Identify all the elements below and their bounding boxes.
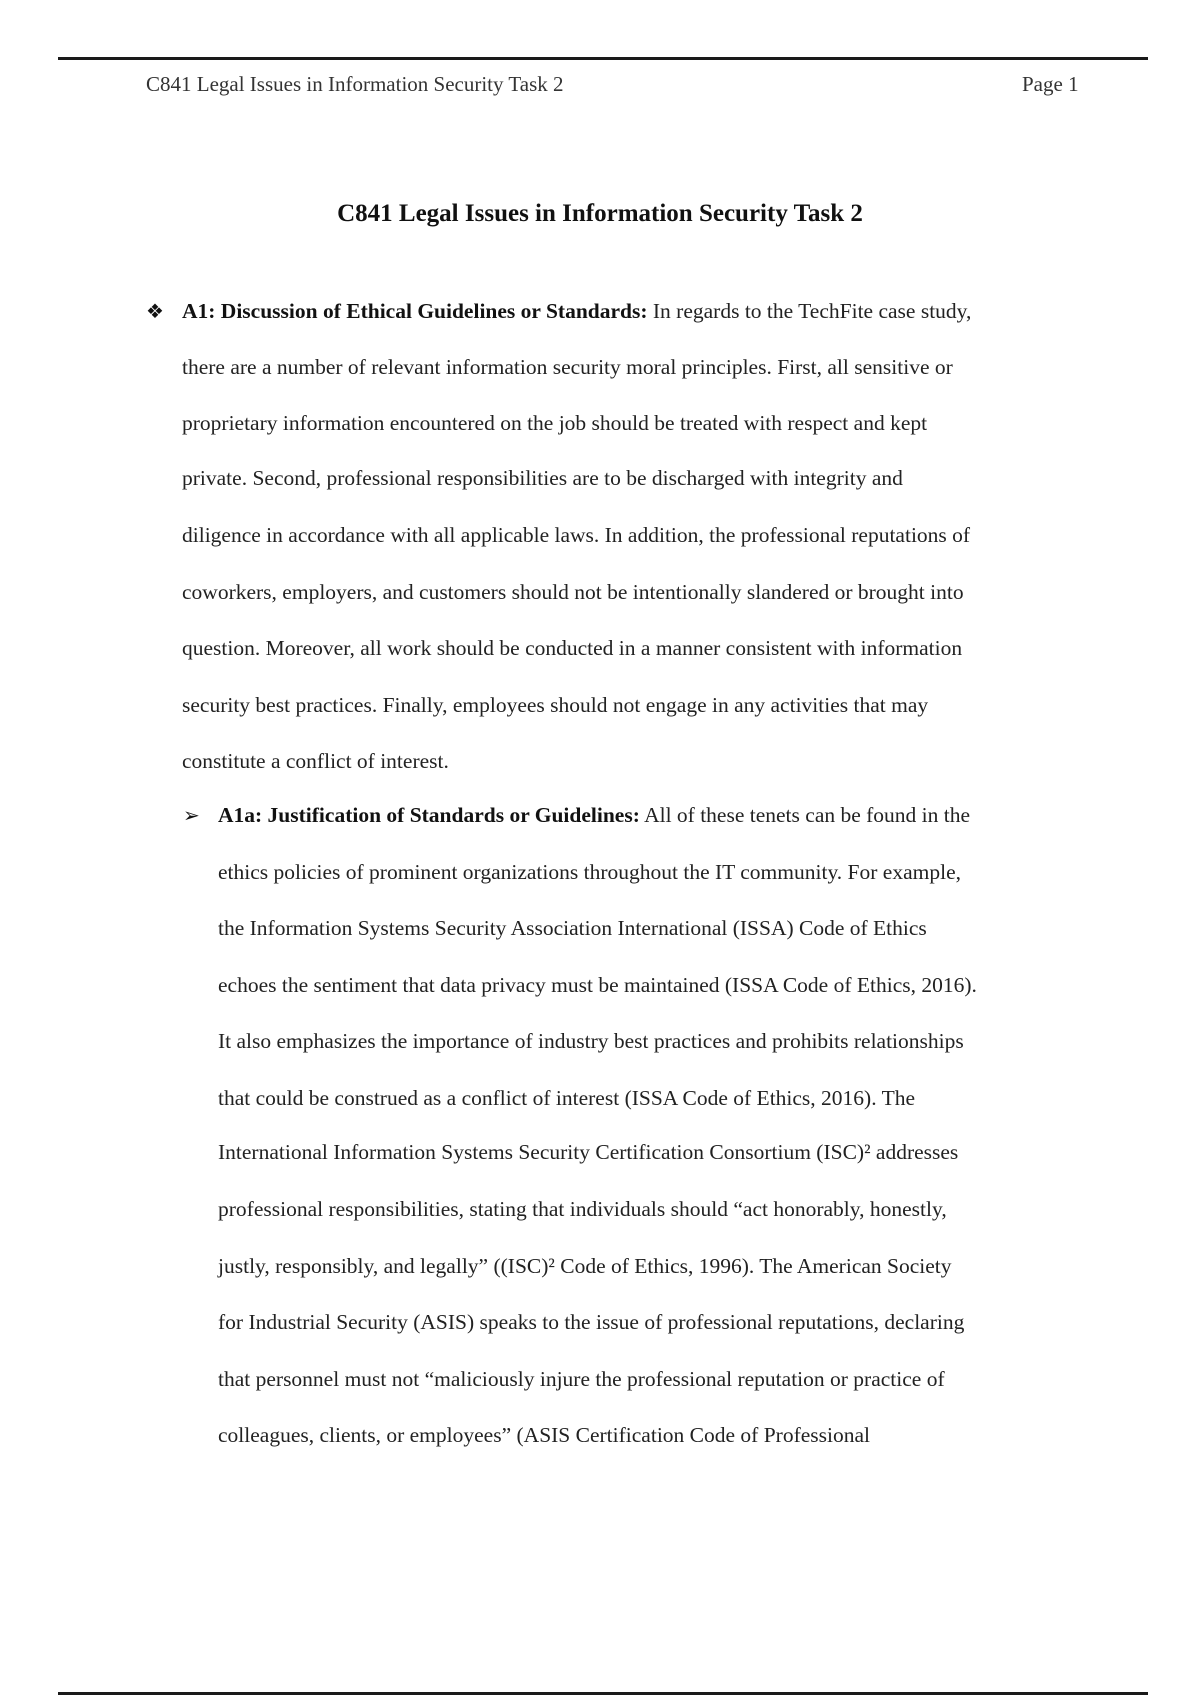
running-header-title: C841 Legal Issues in Information Security Task 2 [146,72,564,96]
paragraph-line: question. Moreover, all work should be conducted in a manner consistent with information [182,636,963,660]
paragraph-line: professional responsibilities, stating that individuals should “act honorably, honestly, [218,1197,947,1221]
paragraph-line: security best practices. Finally, employees should not engage in any activities that may [182,693,929,717]
section-a1-heading: A1: Discussion of Ethical Guidelines or Standards: [182,299,648,323]
paragraph-line: the Information Systems Security Association International (ISSA) Code of Ethics [218,916,927,940]
paragraph-line: private. Second, professional responsibilities are to be discharged with integrity and [182,466,903,490]
paragraph-line: coworkers, employers, and customers should not be intentionally slandered or brought into [182,580,964,604]
paragraph-line: It also emphasizes the importance of industry best practices and prohibits relationships [218,1029,964,1053]
paragraph-line: International Information Systems Security Certification Consortium (ISC)² addresses [218,1140,959,1164]
paragraph-line: diligence in accordance with all applicable laws. In addition, the professional reputations of [182,523,971,547]
header-rule [58,57,1148,60]
paragraph-line: for Industrial Security (ASIS) speaks to the issue of professional reputations, declaring [218,1310,965,1334]
page-number: Page 1 [1022,72,1079,96]
paragraph-line: justly, responsibly, and legally” ((ISC)² Code of Ethics, 1996). The American Society [218,1254,952,1278]
paragraph-line: that could be construed as a conflict of interest (ISSA Code of Ethics, 2016). The [218,1086,915,1110]
paragraph-line: proprietary information encountered on the job should be treated with respect and kept [182,411,928,435]
paragraph-line: echoes the sentiment that data privacy must be maintained (ISSA Code of Ethics, 2016). [218,973,977,997]
document-title: C841 Legal Issues in Information Security Task 2 [337,200,863,227]
footer-rule [58,1692,1148,1695]
arrow-bullet-icon: ➢ [183,805,200,827]
paragraph-line: constitute a conflict of interest. [182,749,449,773]
section-a1a-first-line: A1a: Justification of Standards or Guidelines: All of these tenets can be found in the [218,803,971,827]
paragraph-line: colleagues, clients, or employees” (ASIS Certification Code of Professional [218,1423,871,1447]
paragraph-line: there are a number of relevant information security moral principles. First, all sensitive or [182,355,953,379]
section-a1-first-line: A1: Discussion of Ethical Guidelines or Standards: In regards to the TechFite case study, [182,299,972,323]
diamond-bullet-icon: ❖ [146,301,164,323]
paragraph-line: that personnel must not “maliciously injure the professional reputation or practice of [218,1367,945,1391]
section-a1a-heading: A1a: Justification of Standards or Guidelines: [218,803,640,827]
paragraph-line: ethics policies of prominent organizations throughout the IT community. For example, [218,860,961,884]
